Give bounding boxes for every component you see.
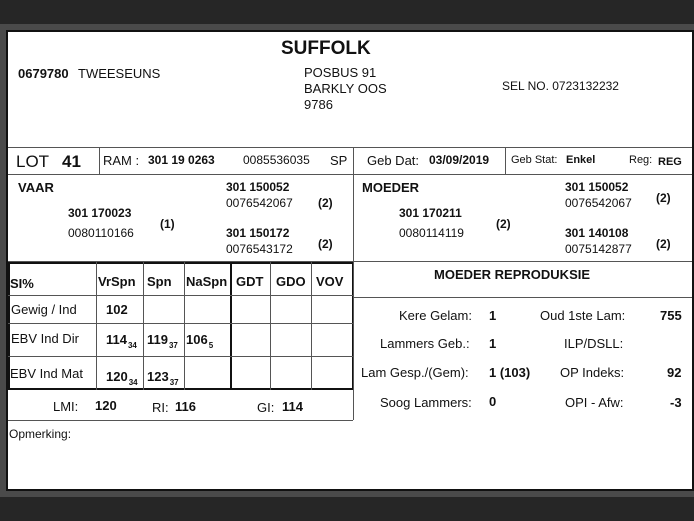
sire-sire-note: (2) bbox=[318, 196, 333, 210]
divider bbox=[8, 295, 354, 296]
divider bbox=[8, 356, 354, 357]
repro-label-kere-gelam: Kere Gelam: bbox=[399, 308, 472, 323]
divider bbox=[8, 174, 692, 175]
address-line2: BARKLY OOS bbox=[304, 81, 387, 96]
header-vrspn: VrSpn bbox=[98, 274, 136, 289]
repro-kere-gelam: 1 bbox=[489, 308, 497, 323]
ram-label: RAM : bbox=[103, 153, 140, 168]
lot-card bbox=[6, 30, 694, 491]
sire-sire-number: 0076542067 bbox=[226, 196, 293, 210]
repro-label-ilp-dsll: ILP/DSLL: bbox=[564, 336, 624, 351]
breed-title: SUFFOLK bbox=[281, 38, 371, 59]
ram-number: 0085536035 bbox=[243, 153, 310, 167]
birth-stat: Enkel bbox=[566, 154, 596, 166]
row-label-ebv-dir: EBV Ind Dir bbox=[11, 331, 79, 346]
sire-number: 0080110166 bbox=[68, 226, 134, 240]
divider bbox=[353, 174, 354, 261]
repro-label-soog-lammers: Soog Lammers: bbox=[380, 395, 472, 410]
divider bbox=[353, 147, 354, 174]
divider bbox=[184, 262, 185, 390]
dam-sire-note: (2) bbox=[656, 191, 671, 205]
sire-sire-id: 301 150052 bbox=[226, 180, 290, 194]
ri-label: RI: bbox=[152, 400, 169, 415]
repro-opi-afw: -3 bbox=[670, 395, 682, 410]
sire-note: (1) bbox=[160, 217, 175, 231]
repro-label-oud-1ste-lam: Oud 1ste Lam: bbox=[540, 308, 626, 323]
ebv-mat-vrspn: $120_{34}$ bbox=[106, 369, 138, 387]
lmi-label: LMI: bbox=[53, 399, 79, 414]
sire-dam-id: 301 150172 bbox=[226, 226, 290, 240]
dam-dam-note: (2) bbox=[656, 237, 671, 251]
repro-label-opi-afw: OPI - Afw: bbox=[565, 395, 624, 410]
reg-value: REG bbox=[658, 156, 682, 168]
divider bbox=[505, 147, 506, 174]
birth-date-label: Geb Dat: bbox=[367, 153, 420, 168]
header-spn: Spn bbox=[147, 274, 172, 289]
gewig-vrspn: 102 bbox=[106, 302, 128, 317]
row-label-gewig: Gewig / Ind bbox=[11, 302, 77, 317]
divider bbox=[96, 262, 97, 390]
ram-id: 301 19 0263 bbox=[148, 153, 215, 167]
ebv-dir-vrspn: $114_{34}$ bbox=[106, 332, 137, 350]
dam-note: (2) bbox=[496, 217, 511, 231]
ebv-dir-spn: $119_{37}$ bbox=[147, 332, 178, 350]
divider bbox=[354, 297, 692, 298]
gi-label: GI: bbox=[257, 400, 275, 415]
lot-number: 41 bbox=[62, 152, 81, 171]
dam-dam-id: 301 140108 bbox=[565, 226, 629, 240]
header-vov: VOV bbox=[316, 274, 344, 289]
divider bbox=[8, 420, 353, 421]
header-gdt: GDT bbox=[236, 274, 264, 289]
divider bbox=[8, 147, 692, 148]
dam-id: 301 170211 bbox=[399, 206, 462, 220]
repro-label-op-indeks: OP Indeks: bbox=[560, 365, 625, 380]
lmi-value: 120 bbox=[95, 398, 117, 413]
repro-op-indeks: 92 bbox=[667, 365, 682, 380]
divider bbox=[230, 262, 232, 390]
divider bbox=[353, 261, 354, 420]
sire-dam-note: (2) bbox=[318, 237, 333, 251]
dam-sire-number: 0076542067 bbox=[565, 196, 632, 210]
dam-dam-number: 0075142877 bbox=[565, 242, 632, 256]
lot-label: LOT bbox=[16, 152, 50, 171]
dam-number: 0080114119 bbox=[399, 226, 464, 240]
sire-label: VAAR bbox=[18, 180, 54, 195]
ri-value: 116 bbox=[175, 399, 196, 414]
address-line1: POSBUS 91 bbox=[304, 65, 377, 80]
address-line3: 9786 bbox=[304, 97, 333, 112]
reg-label: Reg: bbox=[629, 154, 653, 166]
ebv-dir-naspn: $106_5$ bbox=[186, 332, 214, 350]
dam-label: MOEDER bbox=[362, 180, 420, 195]
header-si: SI% bbox=[10, 276, 34, 291]
row-label-ebv-mat: EBV Ind Mat bbox=[10, 366, 83, 381]
birth-date: 03/09/2019 bbox=[429, 153, 490, 167]
divider bbox=[143, 262, 144, 390]
header-naspn: NaSpn bbox=[186, 274, 228, 289]
repro-lam-gesp: 1 (103) bbox=[489, 365, 531, 380]
ebv-mat-spn: $123_{37}$ bbox=[147, 369, 179, 387]
top-dark-bar bbox=[0, 0, 694, 24]
divider bbox=[311, 262, 312, 390]
repro-lammers-geb: 1 bbox=[489, 336, 497, 351]
sire-id: 301 170023 bbox=[68, 206, 132, 220]
ram-sp: SP bbox=[330, 153, 348, 168]
bottom-dark-bar bbox=[0, 497, 694, 521]
phone-number: SEL NO. 0723132232 bbox=[502, 79, 619, 93]
remark-label: Opmerking: bbox=[9, 427, 72, 441]
birth-stat-label: Geb Stat: bbox=[511, 154, 558, 166]
owner-name: TWEESEUNS bbox=[78, 66, 161, 81]
divider bbox=[8, 323, 354, 324]
repro-soog-lammers: 0 bbox=[489, 394, 497, 409]
dam-sire-id: 301 150052 bbox=[565, 180, 629, 194]
repro-label-lam-gesp: Lam Gesp./(Gem): bbox=[361, 365, 469, 380]
repro-title: MOEDER REPRODUKSIE bbox=[434, 267, 591, 282]
divider bbox=[270, 262, 271, 390]
owner-code: 0679780 bbox=[18, 66, 69, 81]
divider bbox=[99, 147, 100, 174]
gi-value: 114 bbox=[282, 399, 303, 414]
repro-label-lammers-geb: Lammers Geb.: bbox=[380, 336, 470, 351]
sire-dam-number: 0076543172 bbox=[226, 242, 293, 256]
repro-oud-1ste-lam: 755 bbox=[660, 308, 682, 323]
header-gdo: GDO bbox=[276, 274, 306, 289]
